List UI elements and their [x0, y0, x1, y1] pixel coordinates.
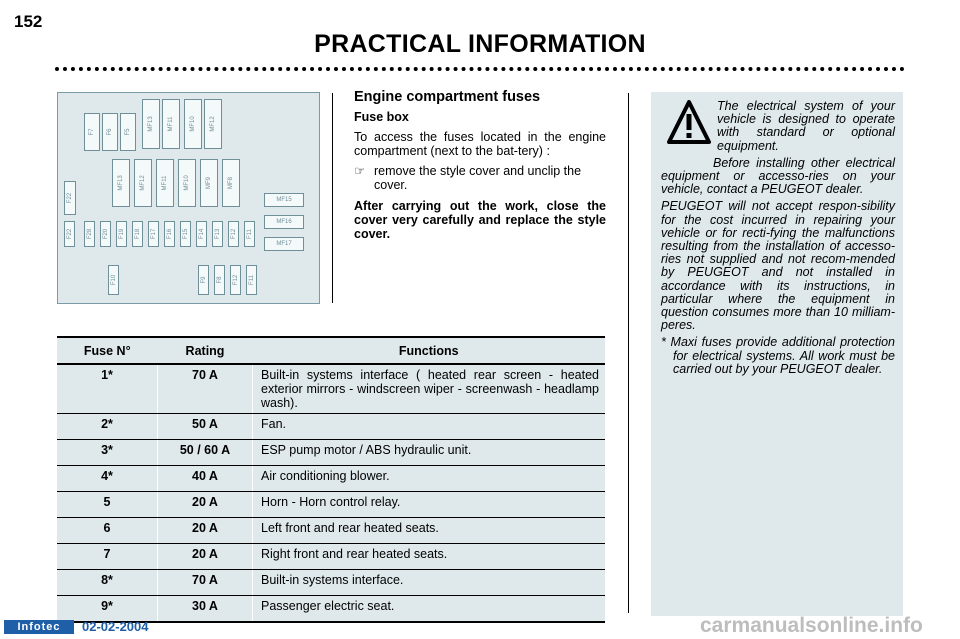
- table-row: [57, 414, 605, 440]
- fuse-mid-1: MF13: [112, 159, 130, 207]
- table-row: [57, 440, 605, 466]
- table-header-row: [57, 337, 605, 364]
- fuse-mid-3: MF11: [156, 159, 174, 207]
- table-row: [57, 466, 605, 492]
- fuse-top-5: MF11: [162, 99, 180, 149]
- fuse-top-7: MF12: [204, 99, 222, 149]
- fuse-number: 4*: [57, 466, 158, 492]
- fuse-number: 8*: [57, 570, 158, 596]
- fuse-function: Passenger electric seat.: [253, 596, 606, 623]
- fuse-small-6: F17: [148, 221, 159, 247]
- fuse-rating: 30 A: [158, 596, 253, 623]
- fuse-top-6: MF10: [184, 99, 202, 149]
- fuse-table: [57, 336, 605, 623]
- fuse-top-2: F6: [102, 113, 118, 151]
- fuse-function: ESP pump motor / ABS hydraulic unit.: [253, 440, 606, 466]
- fuse-function: Built-in systems interface.: [253, 570, 606, 596]
- fuse-small-1: F22: [64, 221, 75, 247]
- column-divider-right: [628, 93, 629, 613]
- fuse-rating: 20 A: [158, 492, 253, 518]
- fuse-mid-4: MF10: [178, 159, 196, 207]
- title-dotted-rule: [55, 67, 905, 71]
- fuse-rating: 50 / 60 A: [158, 440, 253, 466]
- fuse-function: Right front and rear heated seats.: [253, 544, 606, 570]
- fuse-function: Fan.: [253, 414, 606, 440]
- fuse-top-3: F5: [120, 113, 136, 151]
- note-paragraph-4: * Maxi fuses provide additional protection for electrical systems. All work must be carried out by your PEUGEOT dealer.: [661, 335, 895, 376]
- fuse-rating: 70 A: [158, 364, 253, 414]
- fuse-number: 5: [57, 492, 158, 518]
- fuse-rating: 20 A: [158, 518, 253, 544]
- note-paragraph-3: PEUGEOT will not accept respon-sibility for the cost incurred in repairing your vehicle or for recti-fying the malfunctions resulting from the installation of accesso-ries not supplied and not recom-mended by PEUGEOT and not installed in accordance with its instructions, in particular where the equipment in question consumes more than 10 milliam-peres.: [661, 199, 895, 333]
- footer-date: 02-02-2004: [82, 619, 149, 634]
- table-row: [57, 492, 605, 518]
- fuse-small-5: F18: [132, 221, 143, 247]
- column-divider-left: [332, 93, 333, 303]
- column-header-functions: Functions: [253, 337, 606, 364]
- fuse-bottom-1: F10: [108, 265, 119, 295]
- fuse-small-11: F12: [228, 221, 239, 247]
- fuse-small-4: F19: [116, 221, 127, 247]
- column-header-fuse: Fuse N°: [57, 337, 158, 364]
- page-title: PRACTICAL INFORMATION: [314, 30, 646, 58]
- page-number: 152: [14, 12, 43, 31]
- fuse-function: Left front and rear heated seats.: [253, 518, 606, 544]
- fuse-rating: 50 A: [158, 414, 253, 440]
- fuse-number: 3*: [57, 440, 158, 466]
- fuse-mid-2: MF12: [134, 159, 152, 207]
- fuse-function: Horn - Horn control relay.: [253, 492, 606, 518]
- section-heading: Engine compartment fuses: [354, 89, 541, 105]
- instruction-text: remove the style cover and unclip the cover.: [374, 164, 582, 192]
- fuse-small-3: F20: [100, 221, 111, 247]
- fuse-side-1: MF15: [264, 193, 304, 207]
- warning-note: [651, 92, 903, 616]
- instruction-bullet: [354, 164, 606, 192]
- warning-triangle-icon: [667, 100, 711, 146]
- fuse-bottom-4: F12: [230, 265, 241, 295]
- fuse-bottom-5: F11: [246, 265, 257, 295]
- fuse-number: 7: [57, 544, 158, 570]
- engine-fuses-section: [354, 90, 606, 247]
- fuse-number: 1*: [57, 364, 158, 414]
- note-paragraph-2: Before installing other electrical equipment or accesso-ries on your vehicle, contact a PEUGEOT dealer.: [661, 155, 895, 197]
- fuse-side-3: MF17: [264, 237, 304, 251]
- table-row: [57, 544, 605, 570]
- table-row: [57, 570, 605, 596]
- fuse-left: F22: [64, 181, 76, 215]
- fuse-box-diagram: [57, 92, 320, 304]
- fuse-number: 2*: [57, 414, 158, 440]
- fuse-small-9: F14: [196, 221, 207, 247]
- fuse-number: 9*: [57, 596, 158, 623]
- fuse-bottom-3: F8: [214, 265, 225, 295]
- watermark: carmanualsonline.info: [700, 614, 923, 637]
- fuse-small-2: F28: [84, 221, 95, 247]
- infotec-logo: Infotec: [4, 620, 74, 634]
- fuse-function: Air conditioning blower.: [253, 466, 606, 492]
- fuse-side-2: MF16: [264, 215, 304, 229]
- fuse-small-12: F11: [244, 221, 255, 247]
- fuse-small-7: F16: [164, 221, 175, 247]
- fuse-top-4: MF13: [142, 99, 160, 149]
- table-row: [57, 518, 605, 544]
- fuse-rating: 70 A: [158, 570, 253, 596]
- column-header-rating: Rating: [158, 337, 253, 364]
- fuse-rating: 40 A: [158, 466, 253, 492]
- fuse-mid-6: MF8: [222, 159, 240, 207]
- section-intro: To access the fuses located in the engine compartment (next to the bat-tery) :: [354, 130, 606, 158]
- fuse-mid-5: MF9: [200, 159, 218, 207]
- fuse-rating: 20 A: [158, 544, 253, 570]
- fuse-function: Built-in systems interface ( heated rear screen - heated exterior mirrors - windscreen wiper - screenwash - headlamp wash).: [253, 364, 606, 414]
- fuse-number: 6: [57, 518, 158, 544]
- note-paragraph-1: The electrical system of your vehicle is designed to operate with standard or optional equipment.: [717, 99, 895, 153]
- after-work-text: After carrying out the work, close the cover very carefully and replace the style cover.: [354, 199, 606, 241]
- fuse-bottom-2: F9: [198, 265, 209, 295]
- fuse-top-1: F7: [84, 113, 100, 151]
- pointing-hand-icon: ☞: [354, 164, 366, 178]
- section-subheading: Fuse box: [354, 110, 409, 124]
- fuse-small-10: F13: [212, 221, 223, 247]
- table-row: [57, 364, 605, 414]
- fuse-small-8: F15: [180, 221, 191, 247]
